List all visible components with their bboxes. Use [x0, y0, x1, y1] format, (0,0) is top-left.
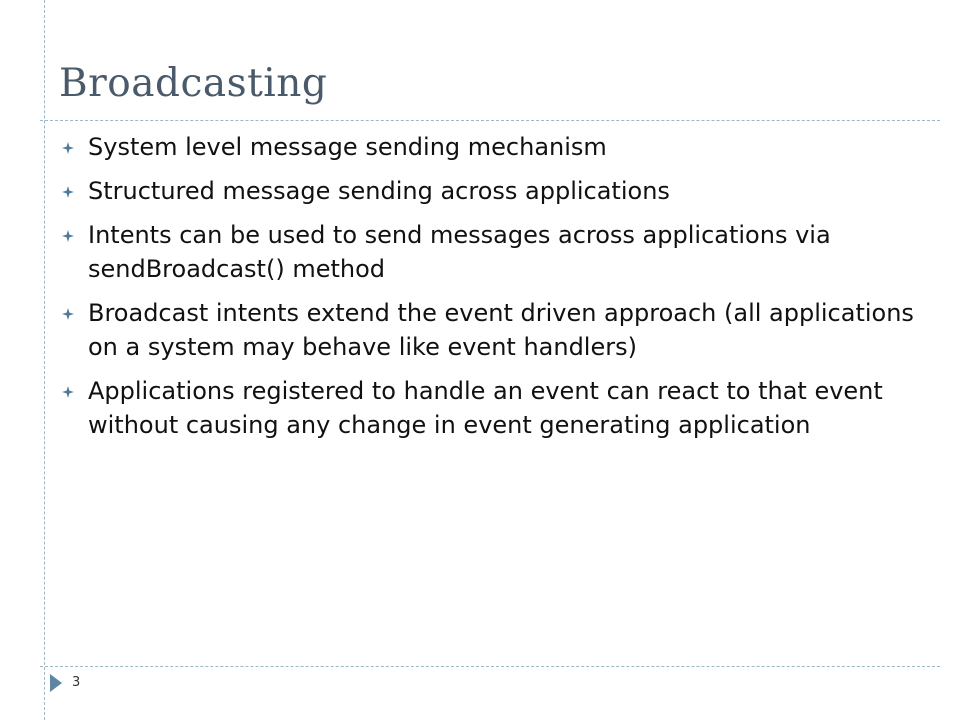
bullet-text: Intents can be used to send messages across applications via sendBroadcast() method [88, 221, 831, 283]
bullet-text: Applications registered to handle an event can react to that event without causing any change in event generating application [88, 377, 883, 439]
four-point-diamond-icon [62, 186, 74, 198]
bullet-item [60, 374, 920, 442]
footer-divider [40, 666, 940, 667]
triangle-marker-icon [48, 674, 64, 692]
bullet-item [60, 218, 920, 286]
slide-title: Broadcasting [59, 61, 328, 106]
bullet-item [60, 296, 920, 364]
four-point-diamond-icon [62, 142, 74, 154]
page-number: 3 [72, 675, 81, 690]
left-divider [44, 0, 45, 720]
bullet-item [60, 130, 920, 164]
bullet-text: System level message sending mechanism [88, 133, 607, 161]
four-point-diamond-icon [62, 230, 74, 242]
bullet-list [60, 130, 920, 452]
bullet-item [60, 174, 920, 208]
bullet-text: Broadcast intents extend the event driven approach (all applications on a system may behave like event handlers) [88, 299, 914, 361]
title-divider [40, 120, 940, 121]
four-point-diamond-icon [62, 308, 74, 320]
bullet-text: Structured message sending across applications [88, 177, 670, 205]
four-point-diamond-icon [62, 386, 74, 398]
